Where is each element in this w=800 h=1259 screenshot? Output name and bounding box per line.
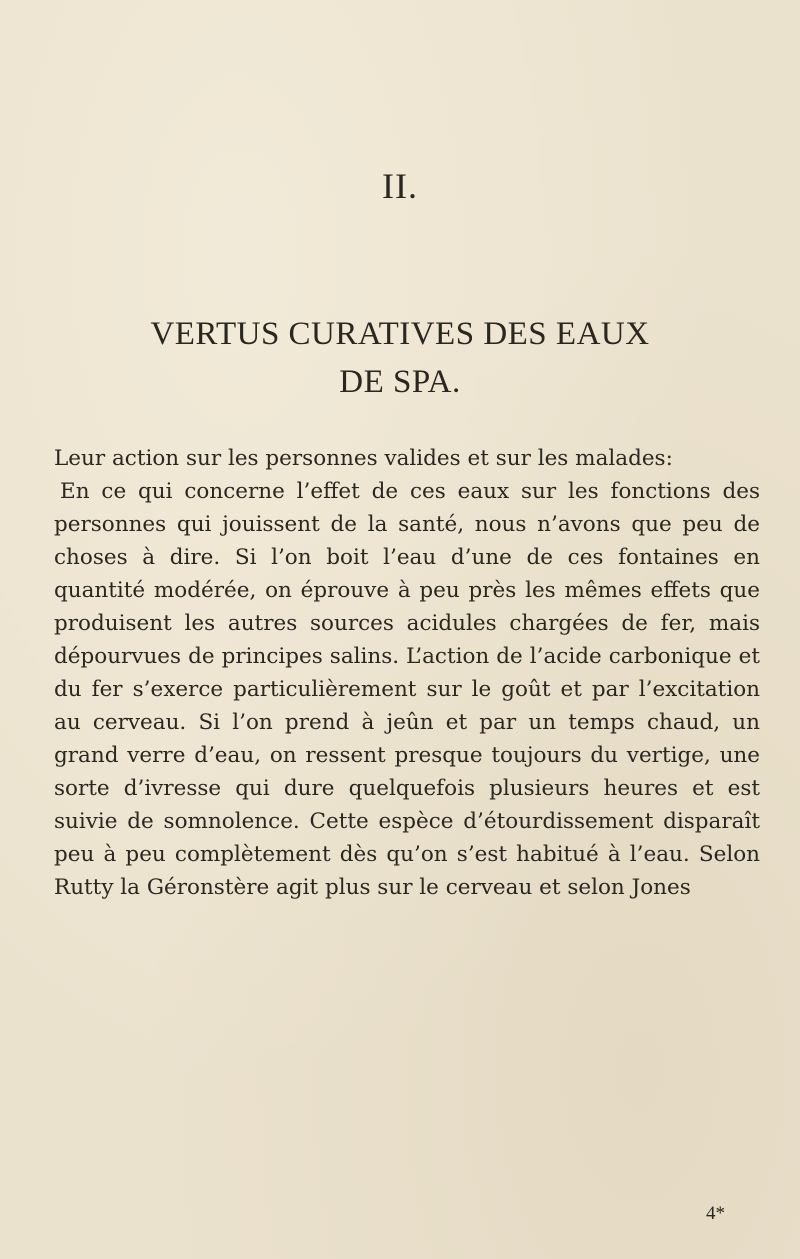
signature-mark: 4* <box>706 1203 725 1224</box>
paragraph-intro: Leur action sur les personnes valides et sur les malades: <box>54 446 673 471</box>
chapter-title <box>0 310 800 406</box>
chapter-title-line-1: VERTUS CURATIVES DES EAUX <box>150 316 650 352</box>
body-text <box>54 442 760 904</box>
section-number: II. <box>382 166 418 206</box>
paragraph-main: En ce qui concerne l’effet de ces eaux sur les fonctions des personnes qui jouissent de la santé, nous n’avons que peu de choses à dire. Si l’on boit l’eau d’une de ces fontaines en quantité modérée, on éprouve à peu près les mêmes effets que produisent les autres sources acidules chargées de fer, mais dépourvues de principes salins. L’action de l’acide carbonique et du fer s’exerce particulièrement sur le goût et par l’excitation au cerveau. Si l’on prend à jeûn et par un temps chaud, un grand verre d’eau, on ressent presque toujours du vertige, une sorte d’ivresse qui dure quelquefois plusieurs heures et est suivie de somnolence. Cette espèce d’étourdissement disparaît peu à peu complètement dès qu’on s’est habitué à l’eau. Selon Rutty la Géronstère agit plus sur le cerveau et selon Jones <box>54 479 760 900</box>
chapter-title-line-2: DE SPA. <box>339 364 461 400</box>
